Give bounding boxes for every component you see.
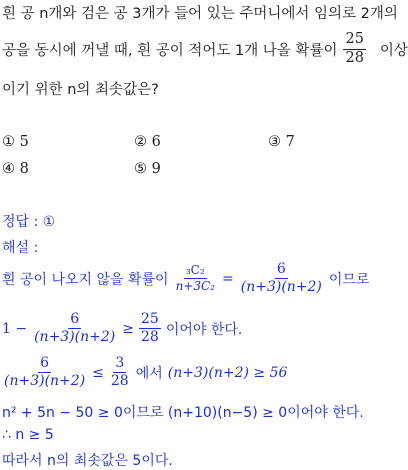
question-fraction-denominator: 28: [345, 49, 364, 66]
answer-mark: ①: [42, 214, 56, 230]
choice-2-mark: ②: [134, 134, 147, 150]
choice-4-value: 8: [19, 161, 29, 177]
choice-1[interactable]: [2, 134, 29, 150]
step-3-le: ≤: [92, 364, 104, 381]
choice-3-mark: ③: [268, 134, 281, 150]
step-2-fraction-2-numerator: 25: [139, 312, 161, 329]
step-1-combination-fraction: [174, 264, 217, 293]
step-2-ge: ≥: [122, 320, 134, 337]
step-1-fraction-numerator: 6: [275, 262, 288, 279]
step-1-combination-numerator: ₃C₂: [184, 264, 207, 279]
choice-1-mark: ①: [2, 134, 15, 150]
step-2-fraction-2-denominator: 28: [140, 329, 159, 346]
step-3-fraction-2-denominator: 28: [110, 373, 129, 390]
explanation-heading: 해설 :: [2, 240, 39, 256]
question-fraction: [343, 32, 365, 67]
question-line-2: [2, 32, 408, 67]
explanation-step-2: [2, 312, 242, 346]
choice-5[interactable]: [134, 161, 161, 177]
step-1-combination-denominator: n+3C₂: [175, 279, 215, 294]
step-3-inequality: (n+3)(n+2) ≥ 56: [167, 364, 288, 381]
question-line-2-end: 이상: [379, 42, 408, 59]
answer-line: [2, 211, 55, 231]
step-1-end: 이므로: [328, 271, 370, 288]
choice-2-value: 6: [151, 134, 161, 150]
choice-4-mark: ④: [2, 161, 15, 177]
choice-2[interactable]: [134, 134, 161, 150]
explanation-step-6: 따라서 n의 최솟값은 5이다.: [2, 453, 173, 469]
step-2-lhs: 1 −: [2, 320, 28, 337]
step-1-fraction-denominator: (n+3)(n+2): [240, 279, 322, 296]
step-3-middle: 에서: [135, 365, 163, 382]
choice-5-mark: ⑤: [134, 161, 147, 177]
question-line-1: 흰 공 n개와 검은 공 3개가 들어 있는 주머니에서 임의로 2개의: [2, 6, 398, 22]
step-3-fraction-numerator: 6: [38, 356, 51, 373]
step-3-fraction-2-numerator: 3: [113, 356, 126, 373]
choice-1-value: 5: [19, 134, 29, 150]
choice-5-value: 9: [151, 161, 161, 177]
step-3-fraction-denominator: (n+3)(n+2): [4, 373, 86, 390]
step-1-fraction: [239, 262, 324, 296]
question-line-2-text: 공을 동시에 꺼낼 때, 흰 공이 적어도 1개 나올 확률이: [2, 42, 338, 59]
choice-3-value: 7: [285, 134, 295, 150]
explanation-step-5: ∴ n ≥ 5: [2, 427, 54, 443]
step-2-fraction-2: [139, 312, 161, 346]
explanation-step-1: [2, 262, 369, 296]
question-line-3: 이기 위한 n의 최솟값은?: [2, 82, 159, 98]
step-1-equals: =: [222, 270, 234, 287]
question-fraction-numerator: 25: [343, 32, 365, 50]
step-1-text: 흰 공이 나오지 않을 확률이: [2, 271, 169, 288]
step-2-fraction-numerator: 6: [68, 312, 81, 329]
step-3-fraction: [2, 356, 87, 390]
answer-label: 정답 :: [2, 214, 43, 230]
step-2-end: 이어야 한다.: [165, 321, 243, 338]
explanation-step-3: [2, 356, 287, 390]
step-3-fraction-2: [109, 356, 131, 390]
choice-3[interactable]: [268, 134, 295, 150]
step-2-fraction-denominator: (n+3)(n+2): [34, 329, 116, 346]
step-2-fraction: [32, 312, 117, 346]
choice-4[interactable]: [2, 161, 29, 177]
explanation-step-4: n² + 5n − 50 ≥ 0이므로 (n+10)(n−5) ≥ 0이어야 한다.: [2, 405, 364, 421]
